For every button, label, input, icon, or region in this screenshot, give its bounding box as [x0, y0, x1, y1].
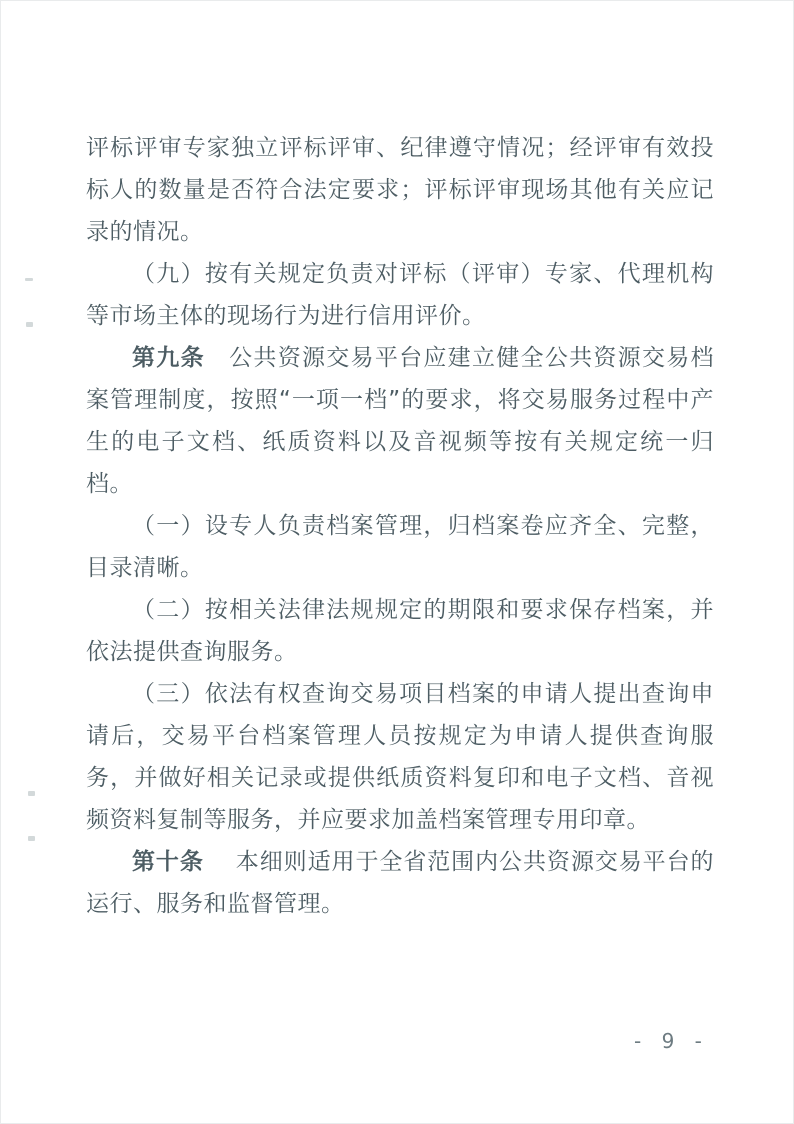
paragraph-text: 评标评审专家独立评标评审、纪律遵守情况；经评审有效投标人的数量是否符合法定要求；评标评审现场其他有关应记录的情况。 [86, 135, 714, 245]
paragraph-article-9 [86, 337, 714, 505]
paragraph-item-3 [86, 673, 714, 841]
paragraph-text: （九）按有关规定负责对评标（评审）专家、代理机构等市场主体的现场行为进行信用评价。 [86, 261, 714, 329]
paragraph-text: （三）依法有权查询交易项目档案的申请人提出查询申请后，交易平台档案管理人员按规定为申请人提供查询服务，并做好相关记录或提供纸质资料复印和电子文档、音视频资料复制等服务，并应要求加盖档案管理专用印章。 [86, 681, 714, 833]
document-body [86, 127, 714, 925]
scan-speck [26, 322, 33, 327]
scan-speck [25, 278, 33, 281]
clause-number: 第十条 [132, 849, 204, 875]
paragraph-continuation [86, 127, 714, 253]
paragraph-text: 公共资源交易平台应建立健全公共资源交易档案管理制度，按照“一项一档”的要求，将交易服务过程中产生的电子文档、纸质资料以及音视频等按有关规定统一归档。 [86, 345, 715, 497]
scan-speck [28, 791, 35, 796]
paragraph-text: 本细则适用于全省范围内公共资源交易平台的运行、服务和监督管理。 [86, 849, 715, 917]
clause-number: 第九条 [132, 345, 205, 371]
paragraph-item-9 [86, 253, 714, 337]
paragraph-article-10 [86, 841, 714, 925]
paragraph-item-1 [86, 505, 714, 589]
paragraph-item-2 [86, 589, 714, 673]
page-number: - 9 - [634, 1029, 709, 1053]
paragraph-text: （二）按相关法律法规规定的期限和要求保存档案，并依法提供查询服务。 [86, 597, 714, 665]
scan-speck [28, 836, 35, 841]
paragraph-text: （一）设专人负责档案管理，归档案卷应齐全、完整，目录清晰。 [86, 513, 714, 581]
